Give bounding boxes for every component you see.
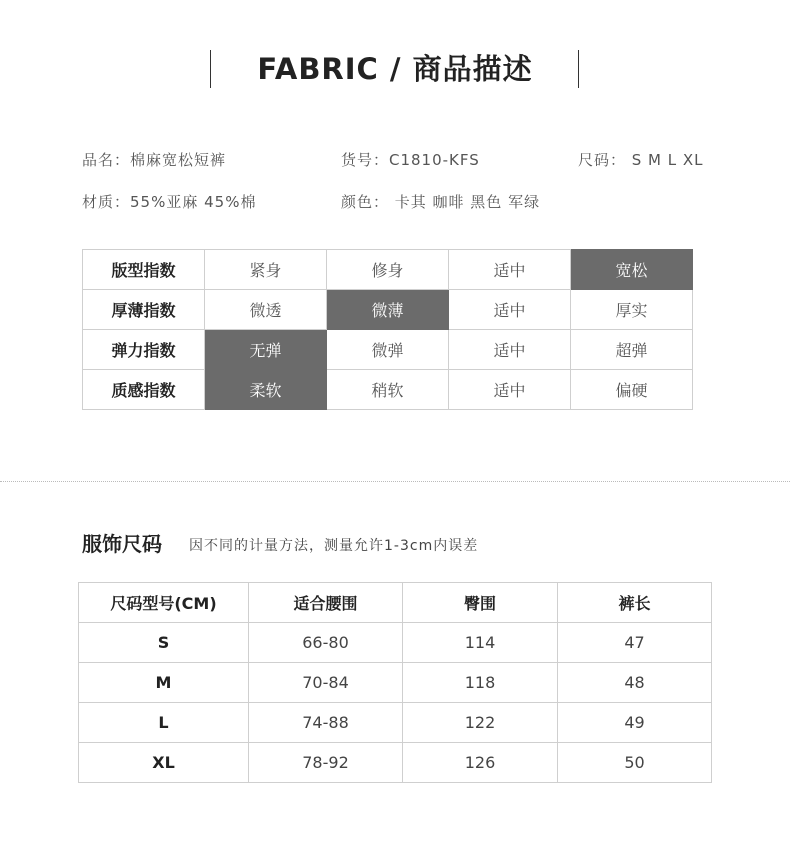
- title-right-bar: [578, 50, 579, 88]
- fabric-row: [83, 330, 693, 370]
- info-sku: 货号：C1810-KFS: [341, 151, 480, 169]
- fabric-option: 适中: [449, 250, 571, 290]
- size-value-cell: 78-92: [249, 743, 403, 783]
- info-color: 颜色： 卡其 咖啡 黑色 军绿: [341, 193, 541, 211]
- size-table-header-cell: 尺码型号(CM): [79, 583, 249, 623]
- size-table-row: [79, 623, 712, 663]
- size-value-cell: 49: [558, 703, 712, 743]
- size-label-cell: XL: [79, 743, 249, 783]
- size-value-cell: 48: [558, 663, 712, 703]
- fabric-option: 微透: [205, 290, 327, 330]
- size-table-header: [79, 583, 712, 623]
- size-value-cell: 66-80: [249, 623, 403, 663]
- fabric-index-table: [82, 249, 693, 410]
- fabric-option: 修身: [327, 250, 449, 290]
- size-table-header-cell: 臀围: [403, 583, 558, 623]
- size-section-note: 因不同的计量方法，测量允许1-3cm内误差: [189, 538, 479, 554]
- size-table-header-cell: 裤长: [558, 583, 712, 623]
- fabric-row: [83, 250, 693, 290]
- fabric-row: [83, 370, 693, 410]
- size-label-cell: M: [79, 663, 249, 703]
- fabric-option: 微弹: [327, 330, 449, 370]
- size-value-cell: 74-88: [249, 703, 403, 743]
- size-value-cell: 118: [403, 663, 558, 703]
- fabric-row-label: 质感指数: [83, 370, 205, 410]
- section-divider: [0, 481, 790, 482]
- size-table-row: [79, 703, 712, 743]
- size-value-cell: 47: [558, 623, 712, 663]
- fabric-option: 紧身: [205, 250, 327, 290]
- size-table-row: [79, 743, 712, 783]
- fabric-row-label: 版型指数: [83, 250, 205, 290]
- size-value-cell: 122: [403, 703, 558, 743]
- fabric-option: 适中: [449, 370, 571, 410]
- page-title: FABRIC / 商品描述: [257, 52, 533, 86]
- size-table-row: [79, 663, 712, 703]
- info-material: 材质：55%亚麻 45%棉: [82, 193, 257, 211]
- fabric-row-label: 弹力指数: [83, 330, 205, 370]
- fabric-option-selected: 柔软: [205, 370, 327, 410]
- fabric-option: 超弹: [571, 330, 693, 370]
- info-sizes: 尺码： S M L XL: [578, 151, 704, 169]
- size-label-cell: L: [79, 703, 249, 743]
- info-name: 品名：棉麻宽松短裤: [82, 151, 227, 169]
- size-value-cell: 50: [558, 743, 712, 783]
- fabric-option: 厚实: [571, 290, 693, 330]
- fabric-option-selected: 微薄: [327, 290, 449, 330]
- fabric-option: 适中: [449, 330, 571, 370]
- size-section-title: 服饰尺码: [82, 532, 162, 556]
- size-label-cell: S: [79, 623, 249, 663]
- size-table: [78, 582, 712, 783]
- size-value-cell: 70-84: [249, 663, 403, 703]
- fabric-row: [83, 290, 693, 330]
- fabric-option: 偏硬: [571, 370, 693, 410]
- fabric-option-selected: 宽松: [571, 250, 693, 290]
- size-value-cell: 114: [403, 623, 558, 663]
- fabric-option: 适中: [449, 290, 571, 330]
- fabric-option-selected: 无弹: [205, 330, 327, 370]
- fabric-option: 稍软: [327, 370, 449, 410]
- fabric-row-label: 厚薄指数: [83, 290, 205, 330]
- size-table-header-cell: 适合腰围: [249, 583, 403, 623]
- size-value-cell: 126: [403, 743, 558, 783]
